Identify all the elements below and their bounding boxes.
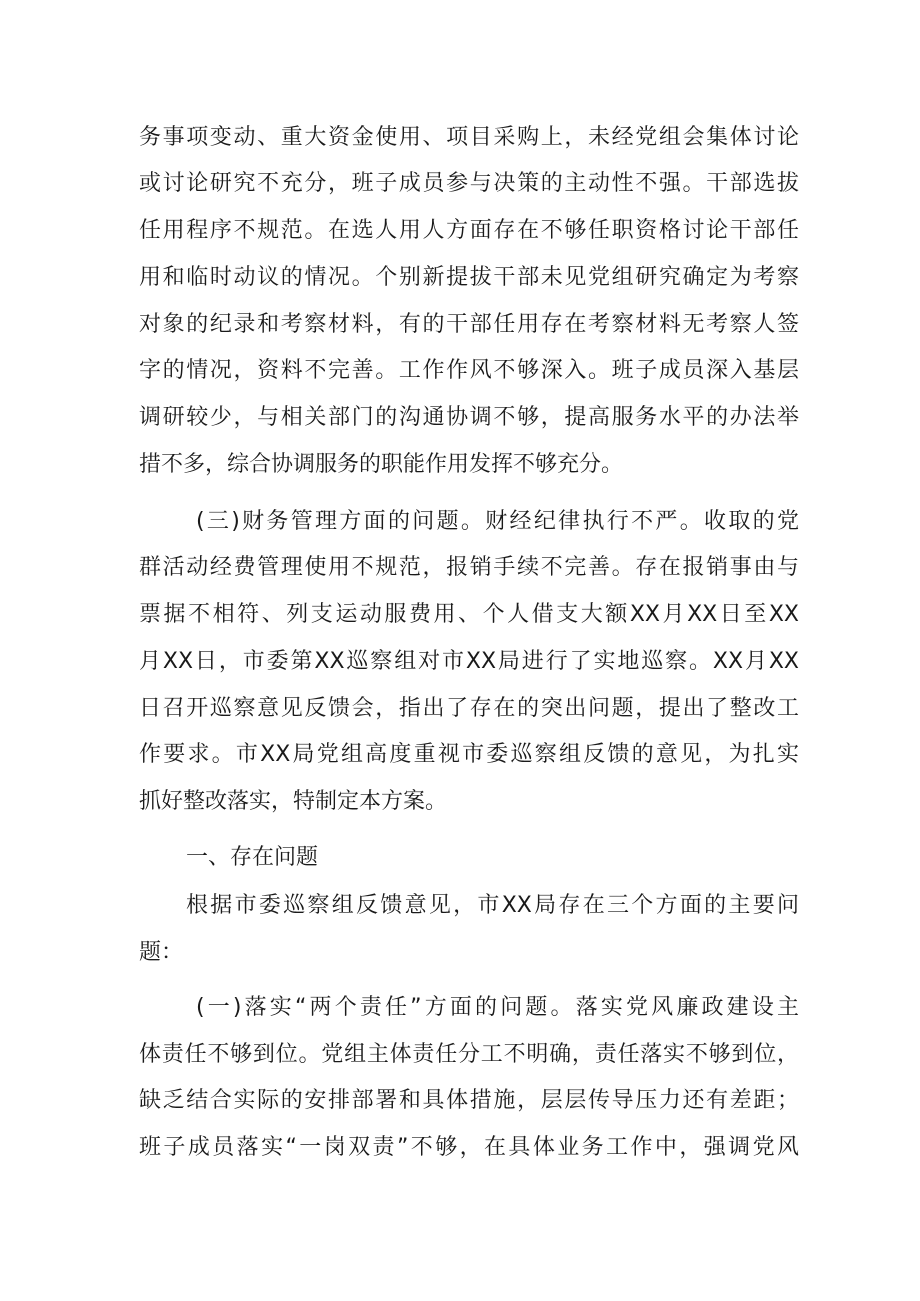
text-line: 体责任不够到位。党组主体责任分工不明确，责任落实不够到位， (139, 1042, 799, 1067)
text-line: 日召开巡察意见反馈会，指出了存在的突出问题，提出了整改工 (139, 696, 799, 721)
text-line: 群活动经费管理使用不规范，报销手续不完善。存在报销事由与 (139, 555, 799, 580)
text-line: 或讨论研究不充分，班子成员参与决策的主动性不强。干部选拔 (139, 171, 799, 196)
text-line: 缺乏结合实际的安排部署和具体措施，层层传导压力还有差距； (139, 1088, 799, 1113)
text-line: 作要求。市XX局党组高度重视市委巡察组反馈的意见，为扎实 (139, 742, 799, 767)
section-heading-problems: 一、存在问题 (186, 845, 319, 870)
text-line: 调研较少，与相关部门的沟通协调不够，提高服务水平的办法举 (139, 405, 799, 430)
section-heading-responsibility: (一)落实“两个责任”方面的问题。落实党风廉政建设主 (196, 995, 799, 1020)
text-line: 月XX日，市委第XX巡察组对市XX局进行了实地巡察。XX月XX (139, 649, 799, 674)
text-line: 根据市委巡察组反馈意见，市XX局存在三个方面的主要问 (186, 893, 799, 918)
text-line: 题： (139, 940, 184, 965)
text-line: 票据不相符、列支运动服费用、个人借支大额XX月XX日至XX (139, 602, 799, 627)
text-line: 用和临时动议的情况。个别新提拔干部未见党组研究确定为考察 (139, 265, 799, 290)
text-line: 措不多，综合协调服务的职能作用发挥不够充分。 (139, 452, 624, 477)
text-line: 字的情况，资料不完善。工作作风不够深入。班子成员深入基层 (139, 358, 799, 383)
text-line: 班子成员落实“一岗双责”不够，在具体业务工作中，强调党风 (139, 1135, 799, 1160)
text-line: 任用程序不规范。在选人用人方面存在不够任职资格讨论干部任 (139, 218, 799, 243)
section-heading-finance: (三)财务管理方面的问题。财经纪律执行不严。收取的党 (196, 509, 799, 534)
text-line: 抓好整改落实，特制定本方案。 (139, 789, 448, 814)
text-line: 务事项变动、重大资金使用、项目采购上，未经党组会集体讨论 (139, 125, 799, 150)
text-line: 对象的纪录和考察材料，有的干部任用存在考察材料无考察人签 (139, 312, 799, 337)
